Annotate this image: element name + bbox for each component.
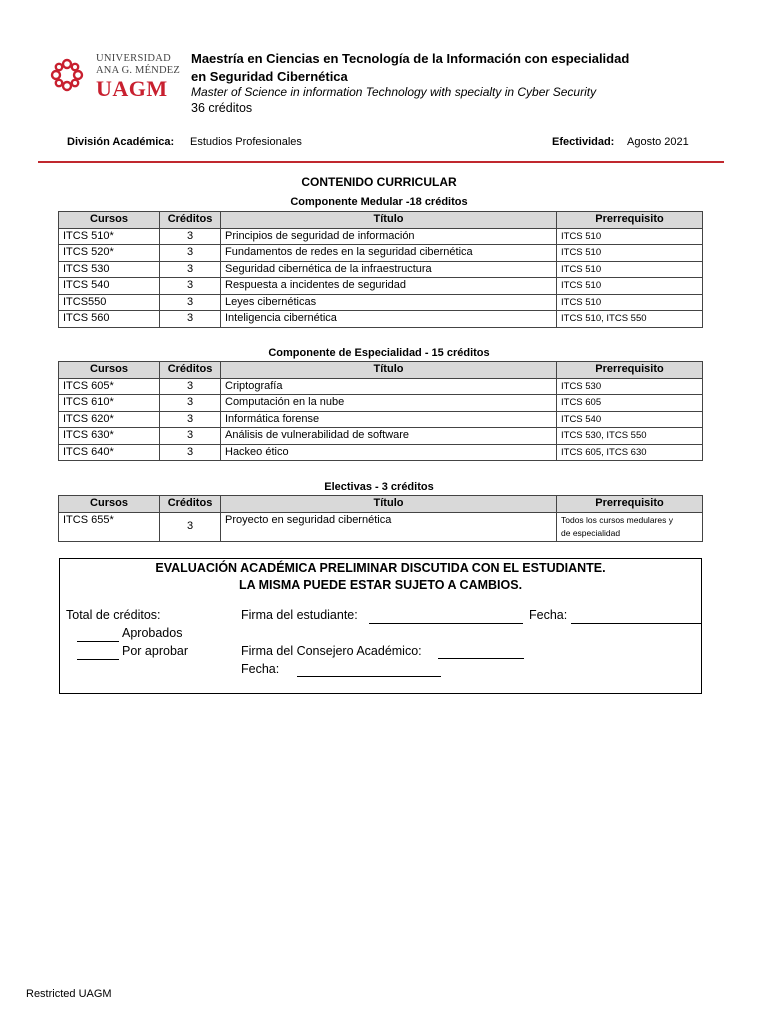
date-line[interactable] (571, 623, 701, 624)
course-code: ITCS 640* (59, 444, 160, 461)
effective-value: Agosto 2021 (627, 136, 689, 148)
course-prereq: ITCS 510 (557, 294, 703, 311)
course-prereq: ITCS 510 (557, 261, 703, 278)
program-credits: 36 créditos (191, 101, 253, 115)
table-row (59, 278, 703, 295)
col-header-creditos: Créditos (160, 212, 221, 229)
course-prereq: ITCS 540 (557, 411, 703, 428)
course-credits: 3 (160, 311, 221, 328)
course-prereq: ITCS 530, ITCS 550 (557, 428, 703, 445)
student-signature-label: Firma del estudiante: (241, 608, 358, 622)
course-credits: 3 (160, 395, 221, 412)
table-row (59, 245, 703, 262)
section-title-medular: Componente Medular -18 créditos (290, 196, 468, 208)
course-credits: 3 (160, 512, 221, 541)
date-label: Fecha: (529, 608, 568, 622)
table-header-row (59, 362, 703, 379)
evaluation-title-line2: LA MISMA PUEDE ESTAR SUJETO A CAMBIOS. (238, 578, 523, 592)
header-divider (38, 161, 724, 163)
course-credits: 3 (160, 228, 221, 245)
course-code: ITCS 510* (59, 228, 160, 245)
section-title-especialidad: Componente de Especialidad - 15 créditos (268, 347, 490, 359)
course-title: Proyecto en seguridad cibernética (221, 512, 557, 541)
course-prereq-line: Todos los cursos medulares y (561, 514, 673, 525)
uagm-logo (50, 52, 180, 101)
col-header-titulo: Título (221, 496, 557, 513)
course-title: Seguridad cibernética de la infraestructura (221, 261, 557, 278)
course-credits: 3 (160, 278, 221, 295)
course-title: Leyes cibernéticas (221, 294, 557, 311)
col-header-creditos: Créditos (160, 496, 221, 513)
table-row (59, 294, 703, 311)
col-header-cursos: Cursos (59, 362, 160, 379)
course-title: Criptografía (221, 378, 557, 395)
evaluation-title-line1: EVALUACIÓN ACADÉMICA PRELIMINAR DISCUTIDA CON EL ESTUDIANTE. (155, 561, 606, 575)
council-signature-line[interactable] (438, 658, 524, 659)
course-title: Inteligencia cibernética (221, 311, 557, 328)
course-code: ITCS 540 (59, 278, 160, 295)
course-prereq: ITCS 605 (557, 395, 703, 412)
col-header-cursos: Cursos (59, 496, 160, 513)
table-electivas (58, 495, 703, 542)
table-row (59, 444, 703, 461)
pending-label: Por aprobar (122, 644, 189, 658)
course-code: ITCS 520* (59, 245, 160, 262)
logo-university-text: UNIVERSIDAD (96, 53, 172, 64)
council-date-line[interactable] (297, 676, 441, 677)
course-prereq: ITCS 510 (557, 228, 703, 245)
col-header-cursos: Cursos (59, 212, 160, 229)
table-row (59, 311, 703, 328)
table-row (59, 395, 703, 412)
table-medular (58, 211, 703, 328)
course-code: ITCS 530 (59, 261, 160, 278)
course-credits: 3 (160, 378, 221, 395)
course-code: ITCS 605* (59, 378, 160, 395)
col-header-titulo: Título (221, 212, 557, 229)
course-title: Principios de seguridad de información (221, 228, 557, 245)
section-title-electivas: Electivas - 3 créditos (324, 481, 434, 493)
course-prereq: ITCS 510 (557, 278, 703, 295)
course-code: ITCS550 (59, 294, 160, 311)
logo-name-text: ANA G. MÉNDEZ (96, 65, 180, 76)
course-prereq (557, 512, 703, 541)
knot-logo-icon (50, 58, 84, 92)
logo-brand-text: UAGM (96, 76, 168, 101)
evaluation-box (59, 558, 702, 694)
course-code: ITCS 630* (59, 428, 160, 445)
course-title: Computación en la nube (221, 395, 557, 412)
course-credits: 3 (160, 294, 221, 311)
course-code: ITCS 655* (59, 512, 160, 541)
course-credits: 3 (160, 411, 221, 428)
student-signature-line[interactable] (369, 623, 523, 624)
course-prereq: ITCS 530 (557, 378, 703, 395)
council-date-label: Fecha: (241, 662, 280, 676)
table-row (59, 261, 703, 278)
course-prereq-line: de especialidad (561, 527, 621, 538)
course-title: Análisis de vulnerabilidad de software (221, 428, 557, 445)
course-credits: 3 (160, 245, 221, 262)
table-row (59, 378, 703, 395)
course-credits: 3 (160, 261, 221, 278)
course-credits: 3 (160, 444, 221, 461)
course-title: Hackeo ético (221, 444, 557, 461)
program-title-english: Master of Science in information Technology with specialty in Cyber Security (191, 85, 597, 99)
approved-label: Aprobados (122, 626, 183, 640)
table-especialidad (58, 361, 703, 461)
division-label: División Académica: (67, 136, 175, 148)
course-credits: 3 (160, 428, 221, 445)
table-row (59, 228, 703, 245)
course-prereq: ITCS 605, ITCS 630 (557, 444, 703, 461)
approved-credits-blank[interactable] (77, 641, 119, 642)
course-title: Respuesta a incidentes de seguridad (221, 278, 557, 295)
curriculum-title: CONTENIDO CURRICULAR (301, 175, 457, 189)
course-code: ITCS 610* (59, 395, 160, 412)
course-prereq: ITCS 510 (557, 245, 703, 262)
pending-credits-blank[interactable] (77, 659, 119, 660)
course-title: Fundamentos de redes en la seguridad cibernética (221, 245, 557, 262)
table-row (59, 428, 703, 445)
table-header-row (59, 212, 703, 229)
course-code: ITCS 620* (59, 411, 160, 428)
col-header-prerrequisito: Prerrequisito (557, 362, 703, 379)
col-header-prerrequisito: Prerrequisito (557, 212, 703, 229)
footer-text: Restricted UAGM (26, 988, 112, 1000)
effective-label: Efectividad: (552, 136, 615, 148)
col-header-prerrequisito: Prerrequisito (557, 496, 703, 513)
table-row (59, 411, 703, 428)
col-header-titulo: Título (221, 362, 557, 379)
table-header-row (59, 496, 703, 513)
council-signature-label: Firma del Consejero Académico: (241, 644, 422, 658)
col-header-creditos: Créditos (160, 362, 221, 379)
total-credits-label: Total de créditos: (66, 608, 161, 622)
program-title: Maestría en Ciencias en Tecnología de la Información con especialidad en Seguridad Cibernética (191, 51, 630, 84)
course-prereq: ITCS 510, ITCS 550 (557, 311, 703, 328)
course-code: ITCS 560 (59, 311, 160, 328)
table-row (59, 512, 703, 541)
course-title: Informática forense (221, 411, 557, 428)
division-value: Estudios Profesionales (190, 136, 302, 148)
